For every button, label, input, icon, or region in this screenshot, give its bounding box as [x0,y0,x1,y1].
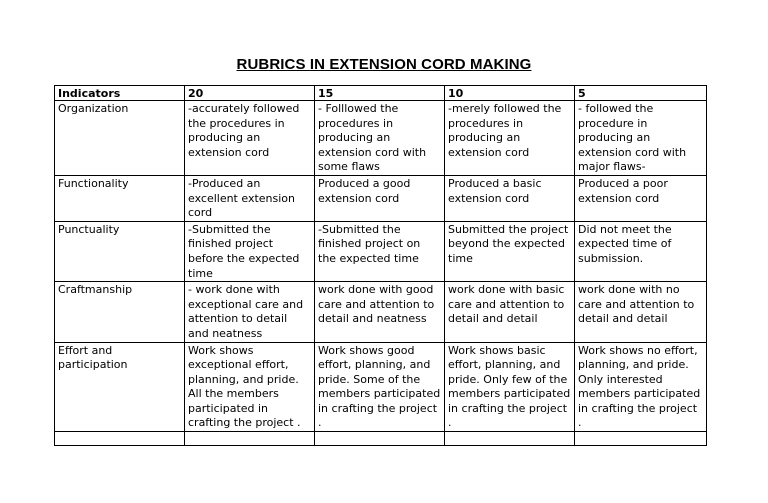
indicator-cell: Effort and participation [55,342,185,432]
table-cell: Did not meet the expected time of submission. [575,221,707,281]
header-score-15: 15 [315,86,445,101]
rubric-table [54,85,707,446]
table-cell: - work done with exceptional care and attention to detail and neatness [185,282,315,342]
table-cell: Produced a basic extension cord [445,175,575,221]
indicator-cell: Punctuality [55,221,185,281]
table-row [55,342,707,432]
empty-cell [315,432,445,446]
table-row [55,282,707,342]
table-row [55,175,707,221]
table-cell: -Submitted the finished project on the expected time [315,221,445,281]
table-cell: Produced a good extension cord [315,175,445,221]
table-row [55,221,707,281]
header-score-5: 5 [575,86,707,101]
header-score-20: 20 [185,86,315,101]
table-cell: Work shows no effort, planning, and pride. Only interested members participated in crafting the project . [575,342,707,432]
empty-table-row [55,432,707,446]
table-cell: work done with good care and attention to detail and neatness [315,282,445,342]
table-cell: Work shows basic effort, planning, and pride. Only few of the members participated in crafting the project . [445,342,575,432]
header-indicators: Indicators [55,86,185,101]
empty-cell [445,432,575,446]
table-cell: work done with no care and attention to detail and detail [575,282,707,342]
table-cell: Work shows exceptional effort, planning, and pride. All the members participated in crafting the project . [185,342,315,432]
table-cell: -accurately followed the procedures in producing an extension cord [185,101,315,176]
header-score-10: 10 [445,86,575,101]
indicator-cell: Craftmanship [55,282,185,342]
empty-cell [575,432,707,446]
page-title: RUBRICS IN EXTENSION CORD MAKING [236,56,532,73]
table-cell: -Submitted the finished project before the expected time [185,221,315,281]
table-header-row [55,86,707,101]
table-cell: Work shows good effort, planning, and pride. Some of the members participated in crafting the project . [315,342,445,432]
table-cell: work done with basic care and attention to detail and detail [445,282,575,342]
table-cell: -merely followed the procedures in producing an extension cord [445,101,575,176]
table-cell: - followed the procedure in producing an extension cord with major flaws- [575,101,707,176]
empty-cell [185,432,315,446]
table-cell: Submitted the project beyond the expected time [445,221,575,281]
empty-cell [55,432,185,446]
table-cell: - Folllowed the procedures in producing an extension cord with some flaws [315,101,445,176]
table-row [55,101,707,176]
indicator-cell: Functionality [55,175,185,221]
table-cell: Produced a poor extension cord [575,175,707,221]
table-cell: -Produced an excellent extension cord [185,175,315,221]
indicator-cell: Organization [55,101,185,176]
